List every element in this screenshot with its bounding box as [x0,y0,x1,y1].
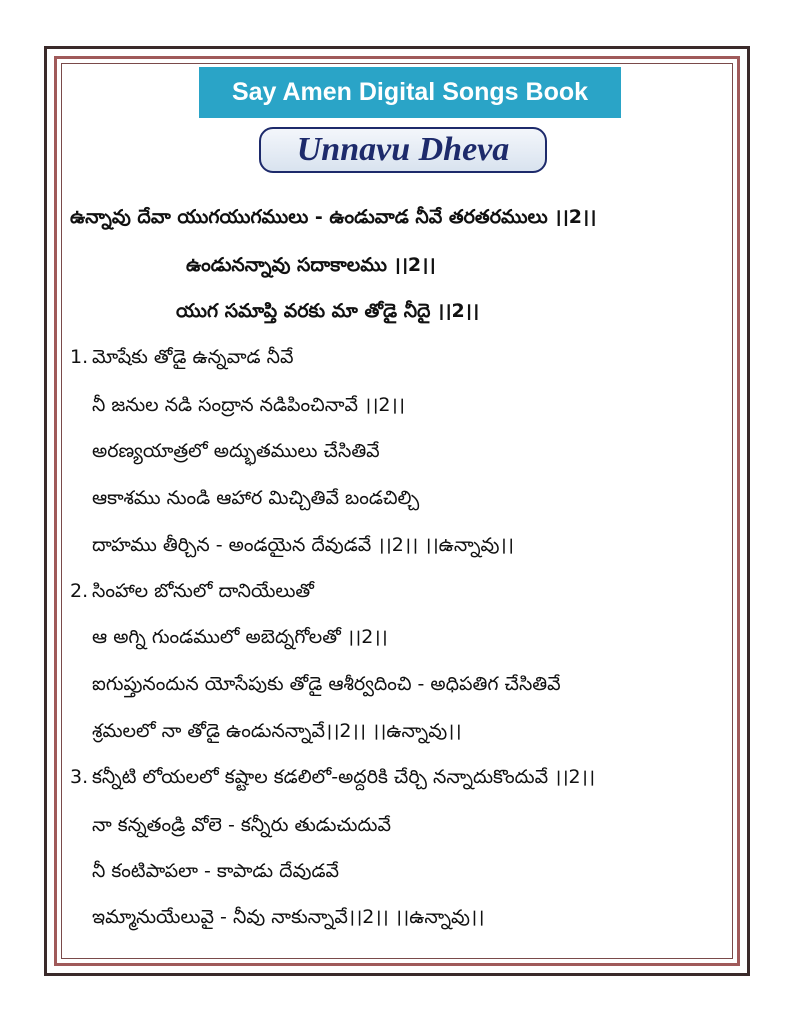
verse-1-line-1: మోషేకు తోడై ఉన్నవాడ నీవే [92,346,294,368]
verse-2-line-2: ఆ అగ్ని గుండములో అబెద్నగోలతో ।।2।। [92,626,388,648]
verse-3-line-3: నీ కంటిపాపలా - కాపాడు దేవుడవే [92,860,340,882]
verse-3-number: 3. [70,766,89,788]
book-banner: Say Amen Digital Songs Book [199,67,621,118]
verse-2-number: 2. [70,580,89,602]
verse-1-line-3: అరణ్యయాత్రలో అద్భుతములు చేసితివే [92,440,380,462]
verse-1-line-5: దాహము తీర్చిన - అండయైన దేవుడవే ।।2।। ।।ఉన్నావు।। [92,534,514,556]
verse-3-line-4: ఇమ్మానుయేలువై - నీవు నాకున్నావే।।2।। ।।ఉన్నావు।। [92,906,485,928]
verse-2-line-4: శ్రమలలో నా తోడై ఉండునన్నావే।।2।। ।।ఉన్నావు।। [92,720,462,742]
verse-1-number: 1. [70,346,89,368]
song-title-box [259,127,547,173]
verse-3-line-2: నా కన్నతండ్రి వోలె - కన్నీరు తుడుచుదువే [92,814,391,836]
verse-1-line-2: నీ జనుల నడి సంద్రాన నడిపించినావే ।।2।। [92,394,405,416]
verse-2-line-1: సింహాల బోనులో దానియేలుతో [92,580,314,602]
verse-3-line-1: కన్నీటి లోయలలో కష్టాల కడలిలో-అద్దరికి చేర్చి నన్నాదుకొందువే ।।2।। [92,766,596,788]
verse-1-line-4: ఆకాశము నుండి ఆహార మిచ్చితివే బండచిల్చి [92,487,420,509]
chorus-line-2: ఉండునన్నావు సదాకాలము ।।2।। [186,254,436,276]
chorus-line-3: యుగ సమాప్తి వరకు మా తోడై నీదై ।।2।। [176,300,480,322]
chorus-line-1: ఉన్నావు దేవా యుగయుగములు - ఉండువాడ నీవే తరతరములు ।।2।। [70,206,597,228]
song-title: Unnavu Dheva [296,131,510,168]
verse-2-line-3: ఐగుప్తునందున యోసేపుకు తోడై ఆశీర్వదించి - అధిపతిగ చేసితివే [92,673,561,695]
